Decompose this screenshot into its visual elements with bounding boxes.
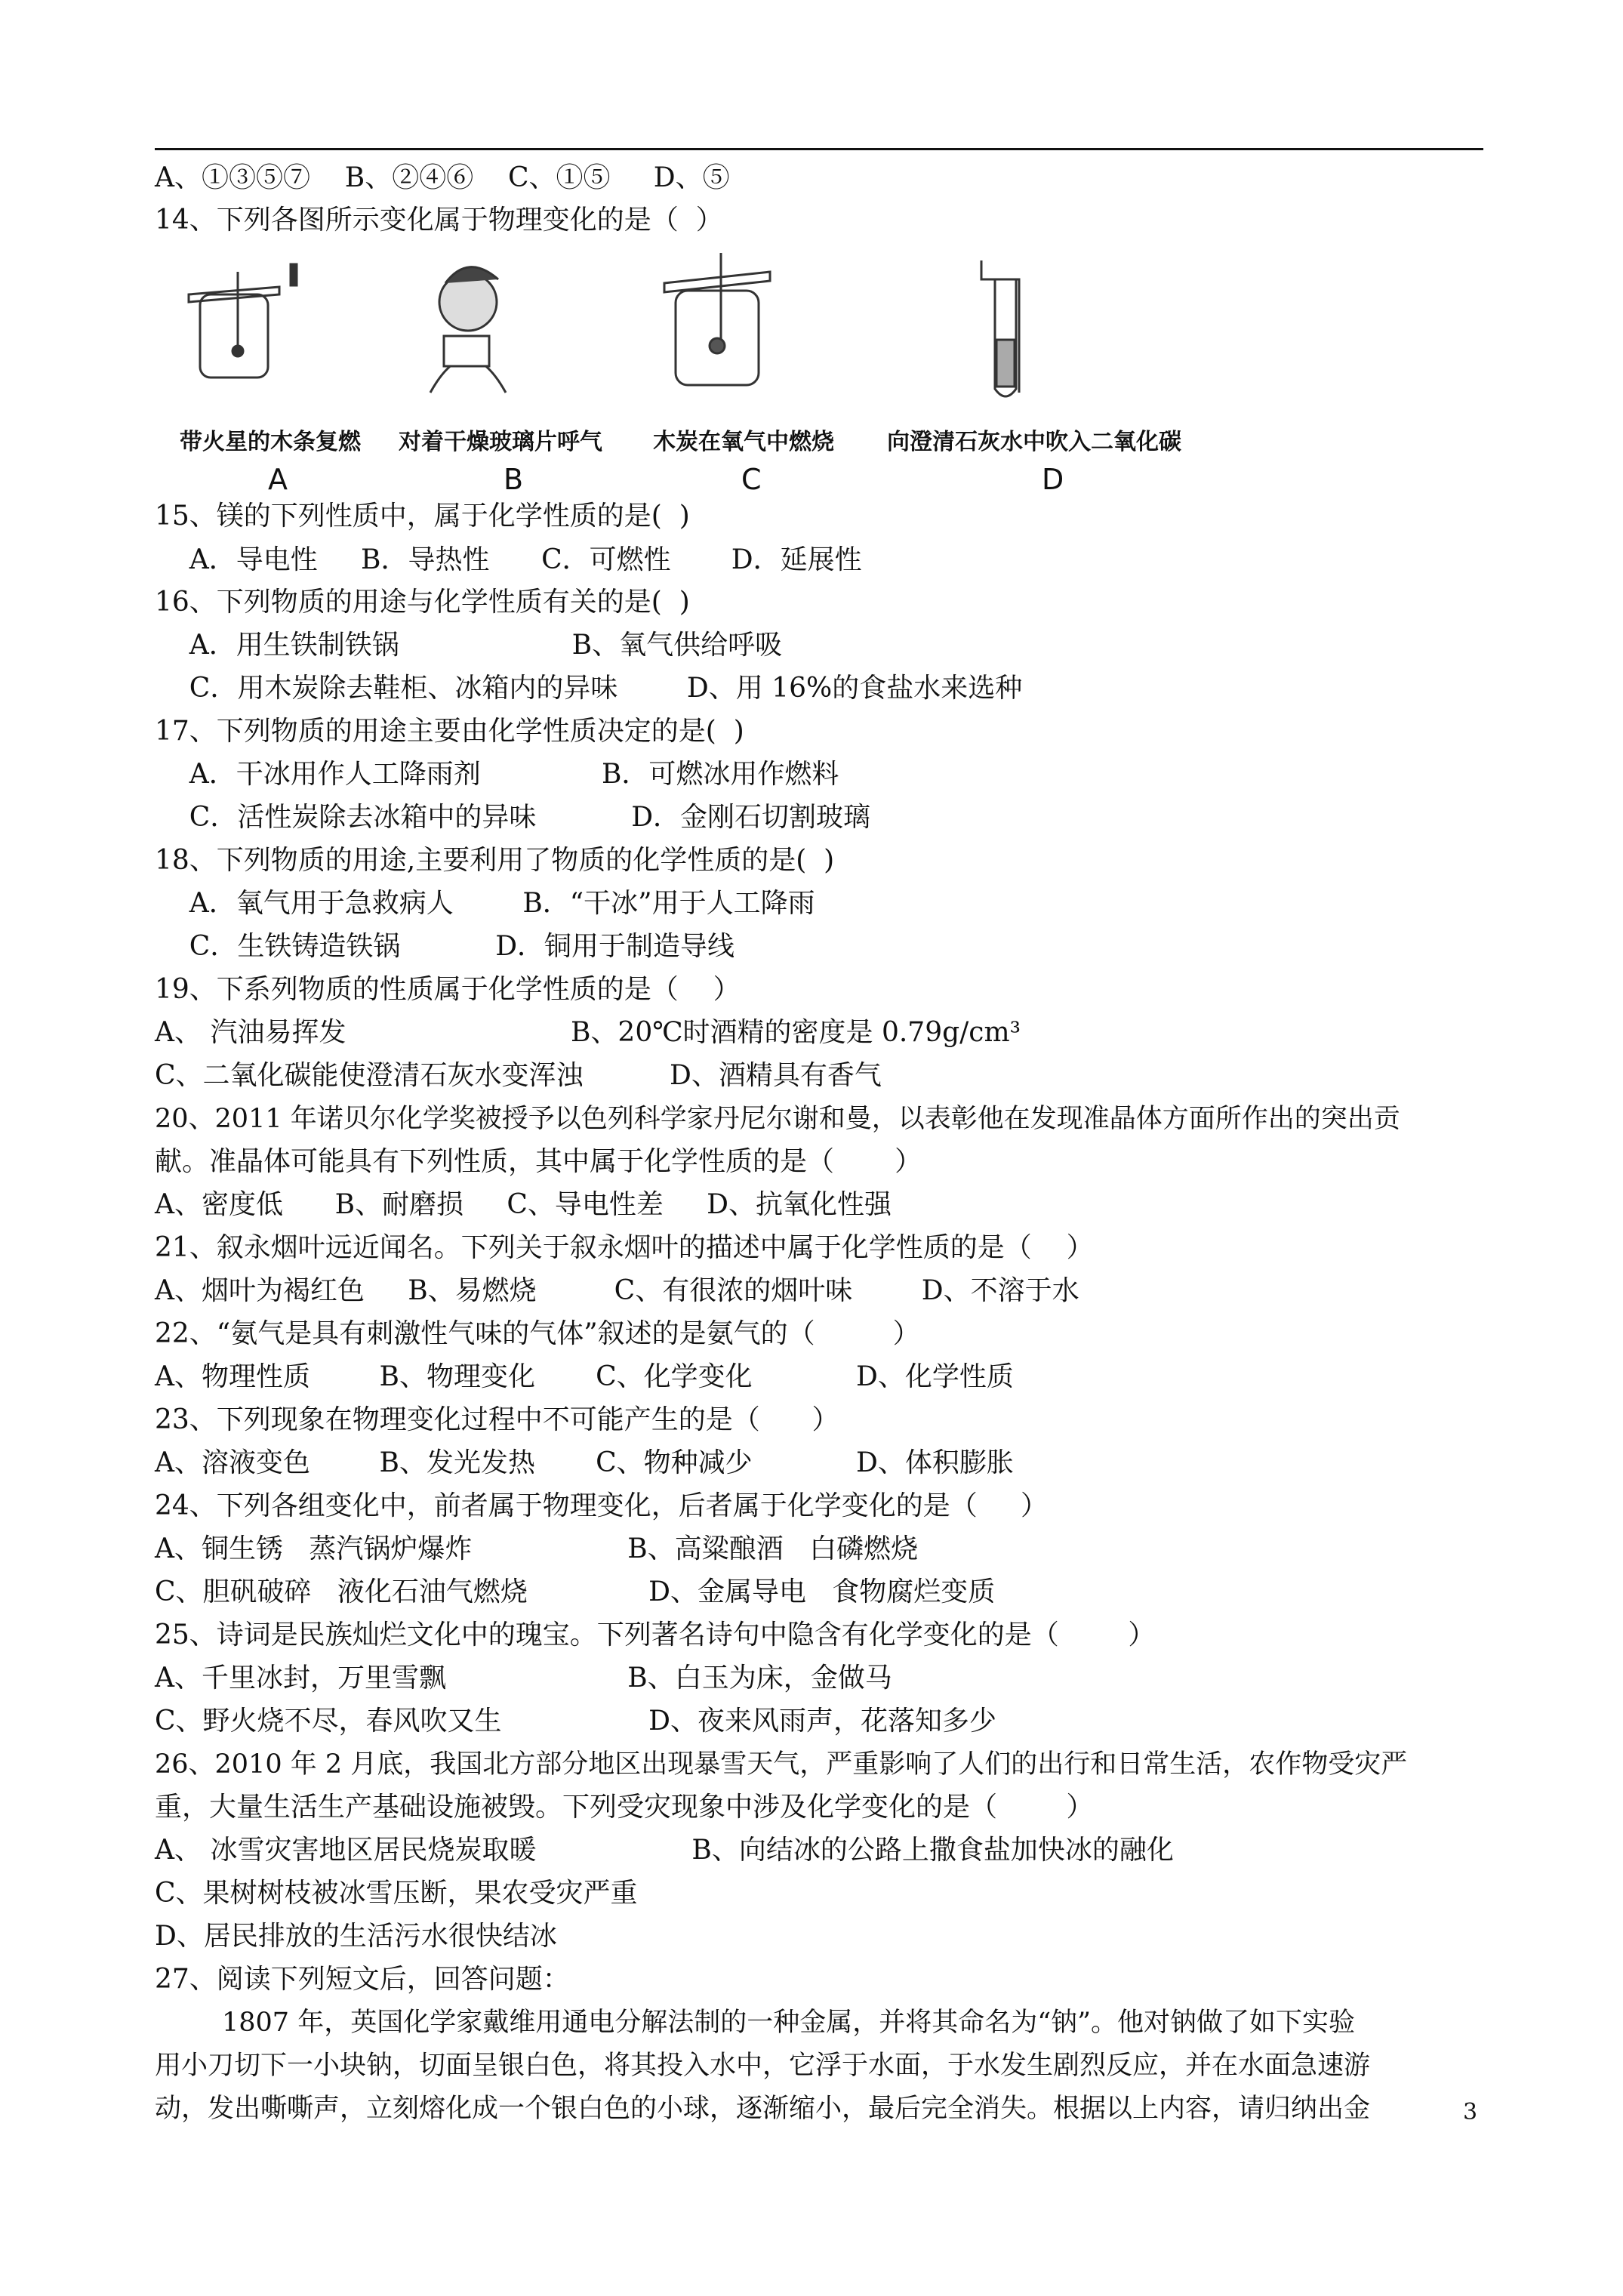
q15-options: A．导电性 B．导热性 C．可燃性 D．延展性 [155,544,862,575]
caption-b: 对着干燥玻璃片呼气 [399,429,602,455]
q26-stem-2: 重，大量生活生产基础设施被毁。下列受灾现象中涉及化学变化的是（ ） [155,1792,1094,1823]
q19-options-2: C、二氧化碳能使澄清石灰水变浑浊 D、酒精具有香气 [155,1060,882,1091]
label-b: B [504,463,524,496]
caption-a: 带火星的木条复燃 [180,429,361,455]
experiment-illustrations [166,249,1238,423]
caption-d: 向澄清石灰水中吹入二氧化碳 [887,429,1181,455]
q27-passage-1: 1807 年，英国化学家戴维用通电分解法制的一种金属，并将其命名为“钠”。他对钠做了如下实验 [155,2008,1355,2038]
jar-charcoal-illustration [664,253,770,385]
q20-stem-1: 20、2011 年诺贝尔化学奖被授予以色列科学家丹尼尔谢和曼，以表彰他在发现准晶体方面所作出的突出贡 [155,1104,1400,1134]
q16-options-2: C．用木炭除去鞋柜、冰箱内的异味 D、用 16%的食盐水来选种 [155,673,1023,704]
test-tube-illustration [981,260,1019,396]
q22-options: A、物理性质 B、物理变化 C、化学变化 D、化学性质 [155,1361,1014,1392]
q23-options: A、溶液变色 B、发光发热 C、物种减少 D、体积膨胀 [155,1447,1014,1478]
q21-stem: 21、叙永烟叶远近闻名。下列关于叙永烟叶的描述中属于化学性质的是（ ） [155,1232,1094,1263]
q19-stem: 19、下系列物质的性质属于化学性质的是（ ） [155,974,741,1005]
q17-stem: 17、下列物质的用途主要由化学性质决定的是( ) [155,716,744,747]
jar-splint-illustration [189,264,297,378]
header-rule [155,148,1483,150]
q17-options-1: A．干冰用作人工降雨剂 B．可燃冰用作燃料 [155,759,839,790]
q24-stem: 24、下列各组变化中，前者属于物理变化，后者属于化学变化的是（ ） [155,1490,1049,1521]
q20-stem-2: 献。准晶体可能具有下列性质，其中属于化学性质的是（ ） [155,1146,922,1177]
q20-options: A、密度低 B、耐磨损 C、导电性差 D、抗氧化性强 [155,1189,892,1220]
q22-stem: 22、“氨气是具有刺激性气味的气体”叙述的是氨气的（ ） [155,1318,920,1349]
q23-stem: 23、下列现象在物理变化过程中不可能产生的是（ ） [155,1404,839,1435]
label-d: D [1042,463,1064,496]
q18-options-1: A．氧气用于急救病人 B．“干冰”用于人工降雨 [155,888,815,919]
q18-stem: 18、下列物质的用途,主要利用了物质的化学性质的是( ) [155,845,835,876]
q25-options-2: C、野火烧不尽，春风吹又生 D、夜来风雨声，花落知多少 [155,1706,996,1737]
q17-options-2: C．活性炭除去冰箱中的异味 D．金刚石切割玻璃 [155,802,871,833]
q21-options: A、烟叶为褐红色 B、易燃烧 C、有很浓的烟叶味 D、不溶于水 [155,1275,1079,1306]
q25-stem: 25、诗词是民族灿烂文化中的瑰宝。下列著名诗句中隐含有化学变化的是（ ） [155,1620,1156,1650]
q19-options-1: A、 汽油易挥发 B、20℃时酒精的密度是 0.79g/cm³ [155,1017,1021,1048]
q16-options-1: A．用生铁制铁锅 B、氧气供给呼吸 [155,630,783,661]
label-c: C [741,463,762,496]
q16-stem: 16、下列物质的用途与化学性质有关的是( ) [155,587,690,618]
q25-options-1: A、千里冰封，万里雪飘 B、白玉为床，金做马 [155,1663,892,1693]
q26-options-2: C、果树树枝被冰雪压断，果农受灾严重 [155,1878,638,1909]
q14-stem: 14、下列各图所示变化属于物理变化的是（ ） [155,205,723,236]
q15-stem: 15、镁的下列性质中，属于化学性质的是( ) [155,501,690,532]
page-number: 3 [1463,2099,1478,2125]
q18-options-2: C．生铁铸造铁锅 D．铜用于制造导线 [155,931,735,962]
caption-c: 木炭在氧气中燃烧 [653,429,834,455]
q27-passage-2: 用小刀切下一小块钠，切面呈银白色，将其投入水中，它浮于水面，于水发生剧烈反应，并在水面急速游 [155,2051,1371,2081]
q26-options-3: D、居民排放的生活污水很快结冰 [155,1921,557,1952]
q13-options: A、①③⑤⑦ B、②④⑥ C、①⑤ D、⑤ [155,162,730,193]
q26-stem-1: 26、2010 年 2 月底，我国北方部分地区出现暴雪天气，严重影响了人们的出行和日常生活，农作物受灾严 [155,1749,1408,1780]
q27-stem: 27、阅读下列短文后，回答问题： [155,1964,570,1995]
q24-options-1: A、铜生锈 蒸汽锅炉爆炸 B、高粱酿酒 白磷燃烧 [155,1533,919,1564]
q27-passage-3: 动，发出嘶嘶声，立刻熔化成一个银白色的小球，逐渐缩小，最后完全消失。根据以上内容，请归纳出金 [155,2094,1371,2124]
q26-options-1: A、 冰雪灾害地区居民烧炭取暖 B、向结冰的公路上撒食盐加快冰的融化 [155,1835,1174,1866]
girl-breath-illustration [430,267,506,393]
q14-figure [166,249,1238,496]
q24-options-2: C、胆矾破碎 液化石油气燃烧 D、金属导电 食物腐烂变质 [155,1576,996,1607]
label-a: A [268,463,288,496]
